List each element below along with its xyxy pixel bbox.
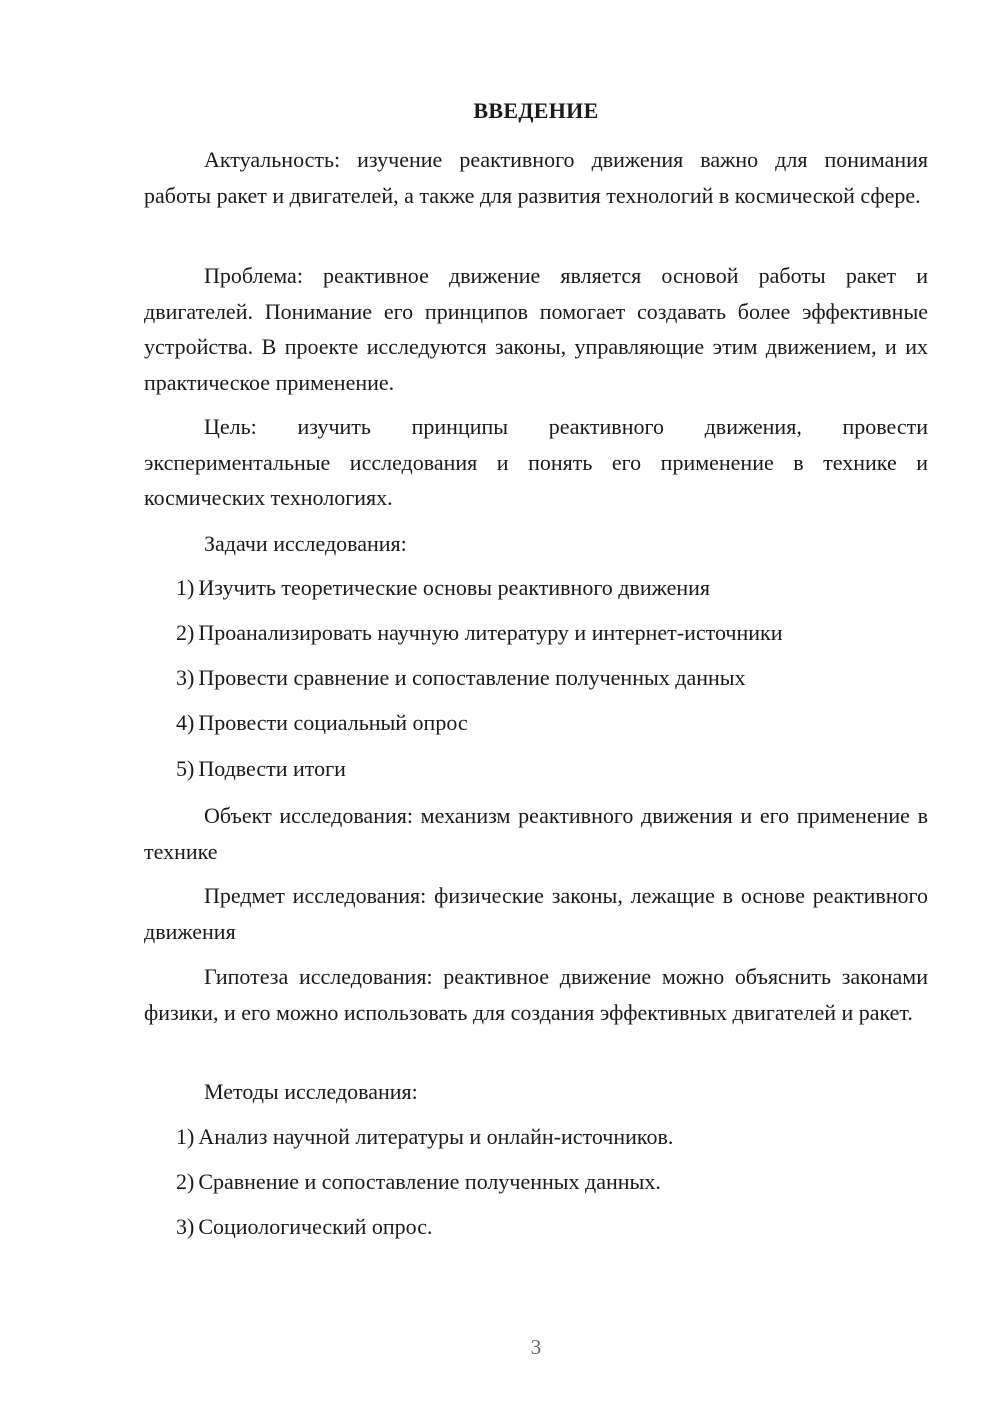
paragraph-subject: Предмет исследования: физические законы, лежащие в основе реактивного движения: [144, 883, 928, 944]
document-page: [144, 0, 928, 1414]
paragraph-hypothesis: Гипотеза исследования: реактивное движение можно объяснить законами физики, и его можно использовать для создания эффективных двигателей и ракет.: [144, 964, 928, 1025]
list-item: [176, 708, 928, 738]
list-item: [176, 573, 928, 603]
page-title: ВВЕДЕНИЕ: [473, 98, 599, 123]
list-item-text: Провести социальный опрос: [198, 710, 468, 735]
list-item-number: 4): [176, 710, 195, 735]
paragraph-problem: Проблема: реактивное движение является основой работы ракет и двигателей. Понимание его принципов помогает создавать более эффективные устройства. В проекте исследуются законы, управляющие этим движением, и их практическое применение.: [144, 263, 928, 395]
list-item-text: Проанализировать научную литературу и интернет-источники: [198, 620, 783, 645]
list-item-number: 1): [176, 575, 195, 600]
page-number: 3: [530, 1335, 542, 1359]
list-item-text: Изучить теоретические основы реактивного движения: [198, 575, 710, 600]
list-item-text: Анализ научной литературы и онлайн-источников.: [198, 1124, 674, 1149]
list-item-number: 2): [176, 620, 195, 645]
list-item: [176, 618, 928, 648]
list-item: [176, 1122, 928, 1152]
list-item: [176, 663, 928, 693]
list-item-number: 1): [176, 1124, 195, 1149]
list-item-number: 3): [176, 665, 195, 690]
list-item-number: 5): [176, 756, 195, 781]
methods-title: Методы исследования:: [204, 1079, 418, 1104]
list-item: [176, 1212, 928, 1242]
list-item-text: Социологический опрос.: [198, 1214, 433, 1239]
list-item-number: 3): [176, 1214, 195, 1239]
list-item: [176, 754, 928, 784]
paragraph-object: Объект исследования: механизм реактивного движения и его применение в технике: [144, 803, 928, 864]
list-item-text: Подвести итоги: [198, 756, 346, 781]
list-item: [176, 1167, 928, 1197]
tasks-title: Задачи исследования:: [204, 531, 407, 556]
paragraph-relevance: Актуальность: изучение реактивного движения важно для понимания работы ракет и двигателей, а также для развития технологий в космической сфере.: [144, 147, 928, 208]
list-item-text: Сравнение и сопоставление полученных данных.: [198, 1169, 661, 1194]
paragraph-goal: Цель: изучить принципы реактивного движения, провести экспериментальные исследования и понять его применение в технике и космических технологиях.: [144, 414, 928, 510]
list-item-text: Провести сравнение и сопоставление полученных данных: [198, 665, 746, 690]
list-item-number: 2): [176, 1169, 195, 1194]
